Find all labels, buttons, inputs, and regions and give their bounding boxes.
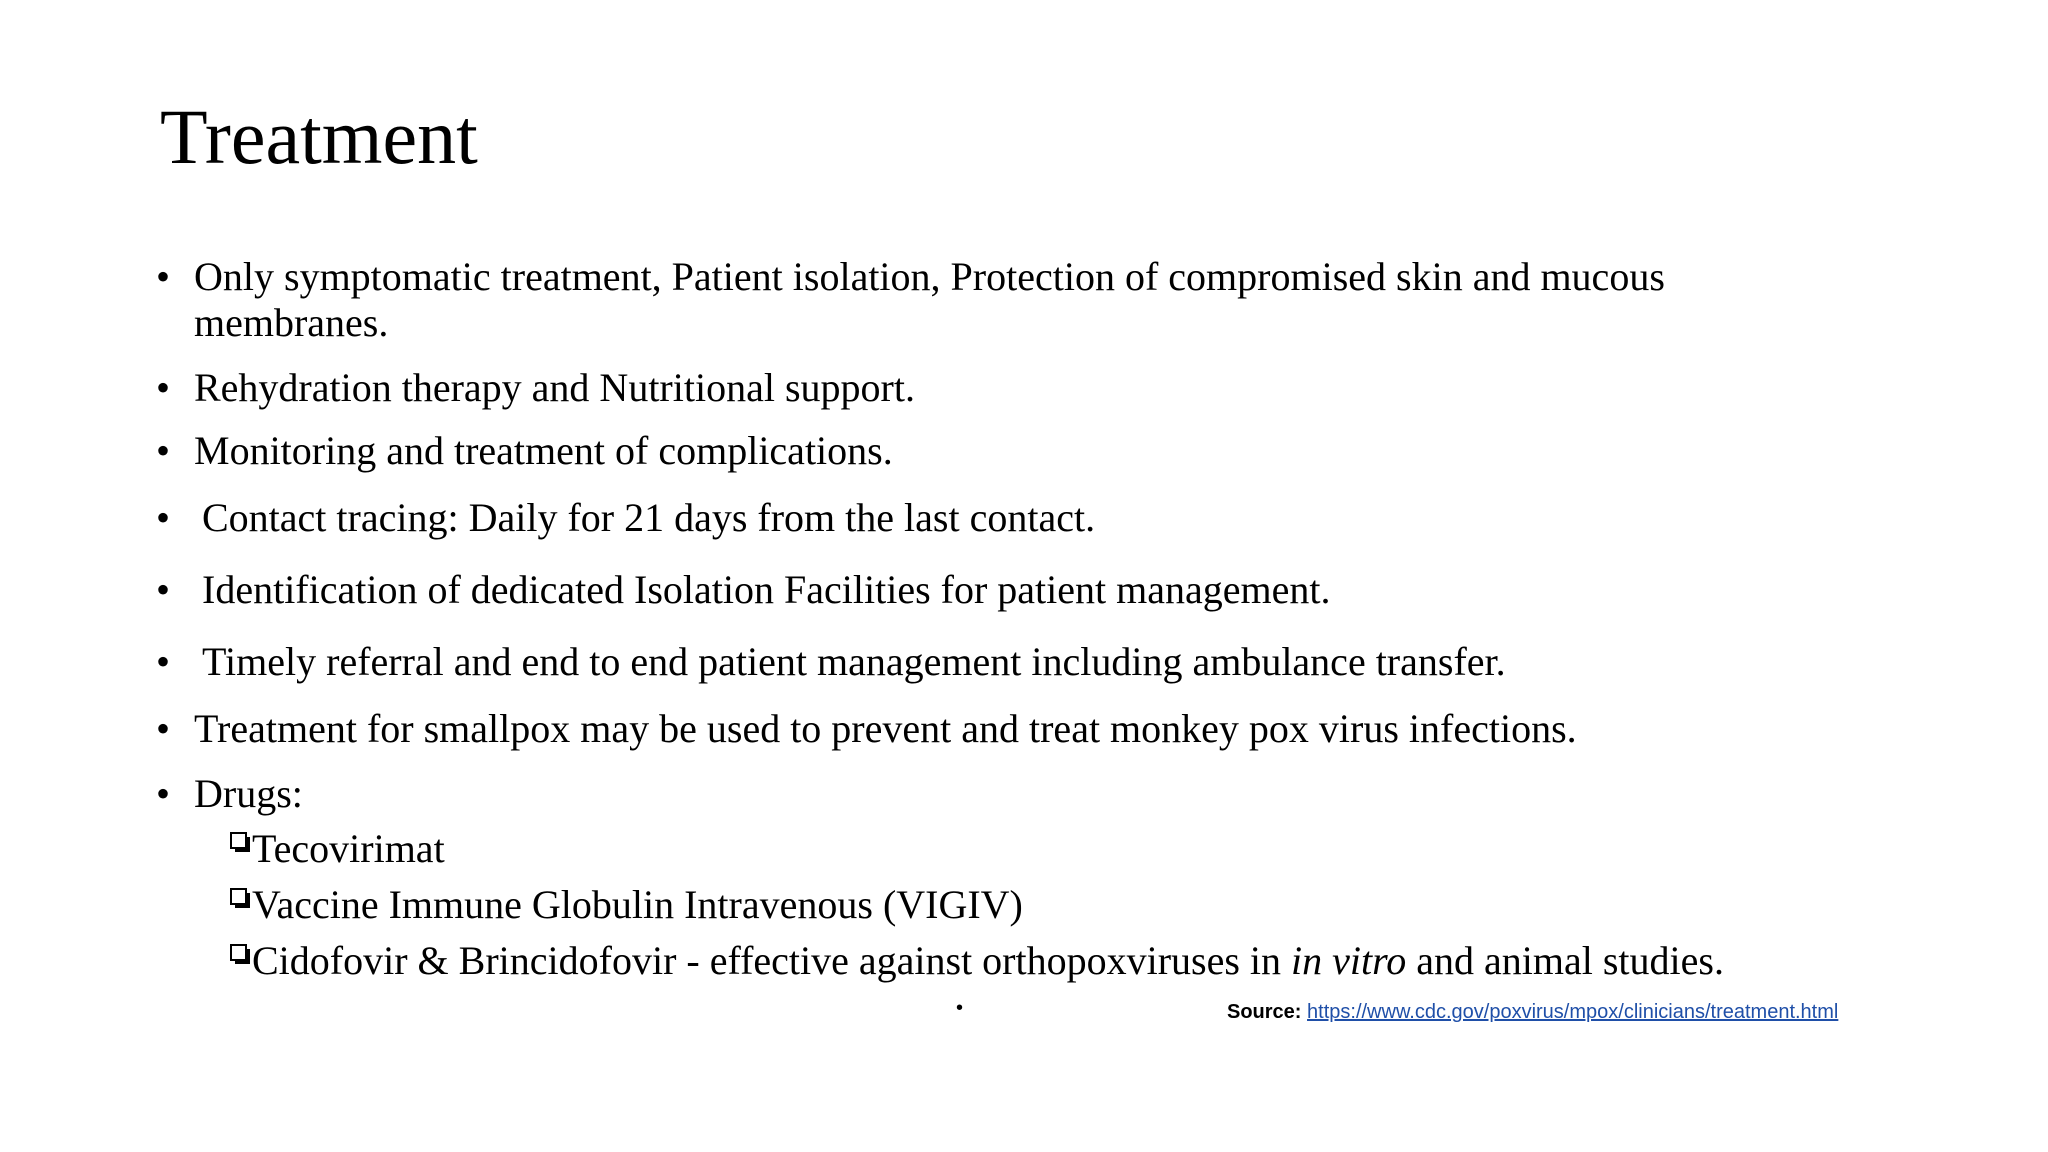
checkbox-bullet-icon bbox=[230, 832, 250, 852]
bullet-icon: • bbox=[156, 706, 171, 751]
stray-bullet-icon: • bbox=[956, 997, 964, 1019]
drug-item-tecovirimat bbox=[230, 826, 445, 872]
bullet-text: Rehydration therapy and Nutritional support. bbox=[194, 365, 915, 410]
bullet-text: Monitoring and treatment of complications. bbox=[194, 428, 893, 473]
source-label: Source: bbox=[1227, 1001, 1302, 1023]
bullet-icon: • bbox=[156, 254, 171, 299]
drug-item-text: Tecovirimat bbox=[252, 826, 445, 871]
bullet-icon: • bbox=[156, 567, 171, 612]
bullet-text: Drugs: bbox=[194, 771, 303, 816]
bullet-icon: • bbox=[156, 495, 171, 540]
bullet-icon: • bbox=[156, 771, 171, 816]
bullet-text: Treatment for smallpox may be used to prevent and treat monkey pox virus infections. bbox=[194, 706, 1577, 751]
bullet-icon: • bbox=[156, 428, 171, 473]
checkbox-bullet-icon bbox=[230, 888, 250, 908]
bullet-text: Identification of dedicated Isolation Facilities for patient management. bbox=[202, 567, 1331, 612]
drug-item-text-end: and animal studies. bbox=[1406, 938, 1724, 983]
bullet-icon: • bbox=[156, 639, 171, 684]
bullet-text: Contact tracing: Daily for 21 days from the last contact. bbox=[202, 495, 1096, 540]
checkbox-bullet-icon bbox=[230, 944, 250, 964]
bullet-icon: • bbox=[156, 365, 171, 410]
drug-item-text: Cidofovir & Brincidofovir - effective against orthopoxviruses in bbox=[252, 938, 1292, 983]
drug-item-vigiv bbox=[230, 882, 1023, 928]
bullet-text: Timely referral and end to end patient management including ambulance transfer. bbox=[202, 639, 1506, 684]
source-link[interactable]: https://www.cdc.gov/poxvirus/mpox/clinicians/treatment.html bbox=[1307, 1001, 1839, 1023]
drug-item-text: Vaccine Immune Globulin Intravenous (VIGIV) bbox=[252, 882, 1023, 927]
slide-title: Treatment bbox=[160, 93, 478, 180]
source-citation bbox=[1227, 1000, 1838, 1024]
drug-item-text-italic: in vitro bbox=[1291, 938, 1407, 983]
bullet-text-line-2: membranes. bbox=[194, 300, 389, 345]
bullet-text-line-1: Only symptomatic treatment, Patient isolation, Protection of compromised skin and mucous bbox=[194, 254, 1665, 299]
drug-item-cidofovir bbox=[230, 938, 1724, 984]
